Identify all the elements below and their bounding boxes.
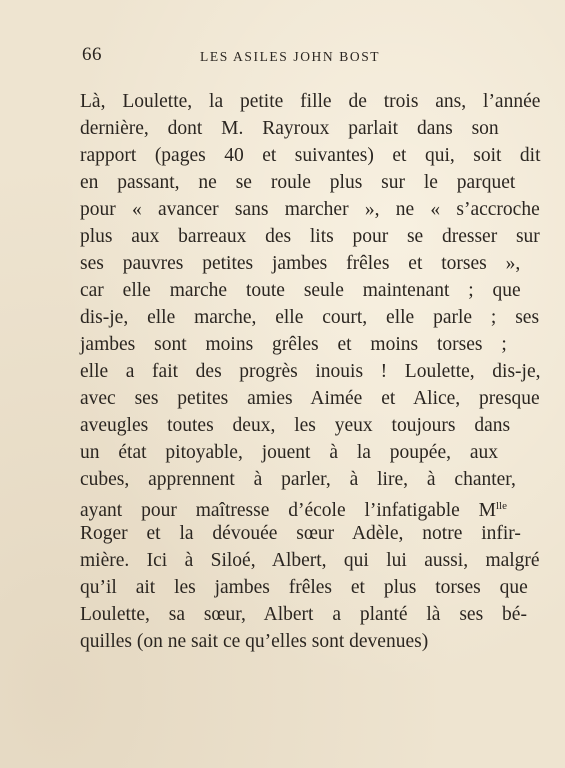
- text-line: mière. Ici à Siloé, Albert, qui lui aussi, malgré: [80, 550, 540, 571]
- text-line: Roger et la dévouée sœur Adèle, notre infir-: [80, 523, 521, 544]
- text-line: dis-je, elle marche, elle court, elle parle ; ses: [80, 307, 540, 328]
- text-line: car elle marche toute seule maintenant ; que: [80, 280, 521, 301]
- text-line: pour « avancer sans marcher », ne « s’accroche: [80, 199, 540, 220]
- text-line: ses pauvres petites jambes frêles et torses »,: [80, 253, 521, 274]
- text-line: rapport (pages 40 et suivantes) et qui, soit dit: [80, 145, 541, 166]
- page-number: 66: [82, 44, 102, 65]
- superscript: lle: [496, 500, 507, 512]
- running-title: LES ASILES JOHN BOST: [200, 49, 381, 64]
- text-line: dernière, dont M. Rayroux parlait dans son: [80, 118, 499, 139]
- text-line: un état pitoyable, jouent à la poupée, aux: [80, 442, 499, 463]
- text-line: [80, 493, 507, 520]
- text-line: Loulette, sa sœur, Albert a planté là ses bé-: [80, 604, 527, 625]
- text-line-content: ayant pour maîtresse d’école l’infatigable M: [80, 500, 496, 521]
- text-line: quilles (on ne sait ce qu’elles sont devenues): [80, 631, 429, 652]
- text-line: jambes sont moins grêles et moins torses ;: [80, 334, 507, 355]
- text-line: plus aux barreaux des lits pour se dresser sur: [80, 226, 540, 247]
- text-line: aveugles toutes deux, les yeux toujours dans: [80, 415, 511, 436]
- text-line: cubes, apprennent à parler, à lire, à chanter,: [80, 469, 516, 490]
- text-line: qu’il ait les jambes frêles et plus torses que: [80, 577, 528, 598]
- running-head: [82, 44, 484, 68]
- text-line: elle a fait des progrès inouis ! Loulette, dis-je,: [80, 361, 541, 382]
- text-line: en passant, ne se roule plus sur le parquet: [80, 172, 516, 193]
- text-line: Là, Loulette, la petite fille de trois ans, l’année: [80, 91, 541, 112]
- text-line: avec ses petites amies Aimée et Alice, presque: [80, 388, 540, 409]
